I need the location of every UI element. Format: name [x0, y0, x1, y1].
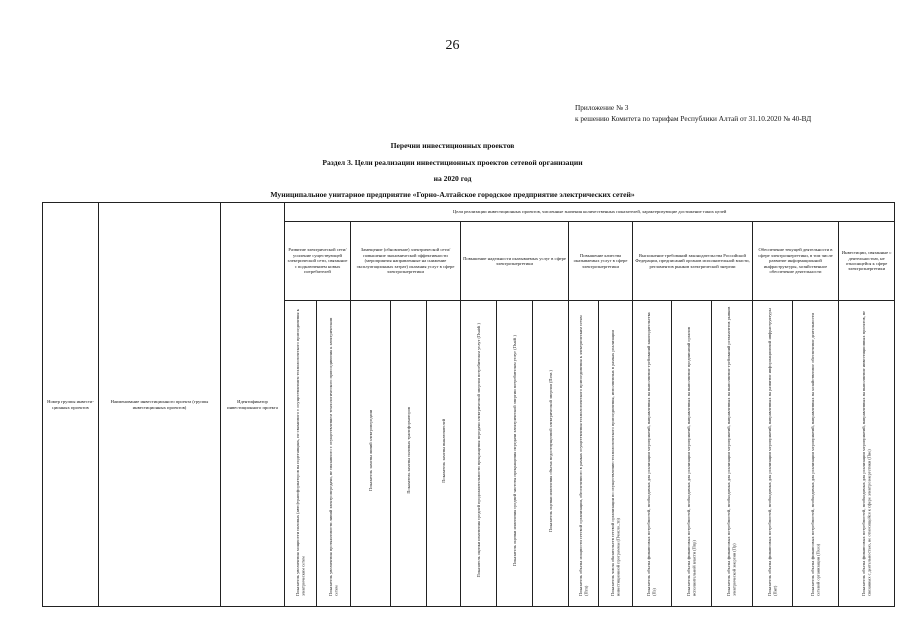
group-current-activity: Обеспечение текущей деятельности в сфере электроэнергетики, в том числе развитие информационной инфраструктуры, хозяйственное обеспечение деятельности [753, 222, 839, 300]
group-quality: Повышение качества оказываемых услуг в сфере электроэнергетики [569, 222, 633, 300]
appendix-title: Приложение № 3 [575, 103, 629, 112]
header-project-name: Наименование инвестиционного проекта (группы инвестиционных проектов) [99, 203, 221, 607]
investment-goals-table [42, 202, 895, 607]
indicator-line-replacement: Показатель замены линий электропередачи [351, 300, 391, 606]
indicator-legislation: Показатель объема финансовых потребностей, необходимых для реализации мероприятий, направленных на выполнение требований законодательства (Пз) [633, 300, 672, 606]
document-title: Перечни инвестиционных проектов [390, 141, 515, 150]
group-legal-requirements: Выполнение требований законодательства Российской Федерации, предписаний органов исполнительной власти, регламентов рынков электрической энергии [633, 222, 753, 300]
header-project-id: Идентификатор инвестиционного проекта [221, 203, 285, 607]
indicator-transformer-capacity: Показатель увеличения мощности силовых (авто)трансформаторов на подстанциях, не связанного с осуществлением технологического присоединения к электрическим сетям [285, 300, 317, 606]
indicator-line-length: Показатель увеличения протяженности линий электропередачи, не связанного с осуществлением технологического присоединения к электрическим сетям [317, 300, 351, 606]
group-non-energy: Инвестиции, связанные с деятельностью, не относящейся к сфере электроэнергетики [839, 222, 895, 300]
appendix-reference [575, 102, 811, 124]
indicator-connection-capacity: Показатель объема мощности сетевой организации, обеспеченного в рамках осуществления технологического присоединения к электрическим сетям (Птп) [569, 300, 599, 606]
group-development: Развитие электрической сети/усиление существующей электрической сети, связанное с подключением новых потребителей [285, 222, 351, 300]
indicator-saifi: Показатель оценки изменения средней частоты прекращения передачи электрической энергии потребителям услуг (Пsaifi ) [497, 300, 533, 606]
indicator-connection-count: Показатель числа обязательств сетевой организации по осуществлению технологического присоединения, исполненных в рамках реализации инвестиционной программы (Пчисло_тп) [599, 300, 633, 606]
header-goals-super: Цели реализации инвестиционных проектов, численные значения количественных показателей, характеризующие достижение таких целей [285, 203, 895, 222]
indicator-market-regulations: Показатель объема финансовых потребностей, необходимых для реализации мероприятий, направленных на выполнение требований регламентов рынков электрической энергии (Пр) [712, 300, 753, 606]
indicator-transformer-replacement: Показатель замены силовых трансформаторов [391, 300, 427, 606]
header-group-number: Номер группы инвести-ционных проектов [43, 203, 99, 607]
indicator-switch-replacement: Показатель замены выключателей [427, 300, 461, 606]
organization-title: Муниципальное унитарное предприятие «Горно-Алтайское городское предприятие электрических сетей» [270, 190, 635, 199]
indicator-saidi: Показатель оценки изменения средней продолжительности прекращения передачи электрической энергии потребителям услуг (Пsaidi ) [461, 300, 497, 606]
indicator-prescriptions: Показатель объема финансовых потребностей, необходимых для реализации мероприятий, направленных на выполнение предписаний органов исполнительной власти (Ппр) [672, 300, 712, 606]
page-number: 26 [445, 38, 460, 53]
indicator-non-energy: Показатель объема финансовых потребностей, необходимых для реализации мероприятий, направленных на выполнение инвестиционных проектов, не связанных с деятельностью, не относящейся к сфере электроэнергетики (Пне) [839, 300, 895, 606]
indicator-it-infrastructure: Показатель объема финансовых потребностей, необходимых для реализации мероприятий, направленных на развитие информационной инфраструктуры (Пит) [753, 300, 793, 606]
group-replacement: Замещение (обновление) электрической сети/повышение экономической эффективности (мероприятия направленные на снижение эксплуатационных затрат) оказания услуг в сфере электроэнергетики [351, 222, 461, 300]
group-reliability: Повышение надежности оказываемых услуг в сфере электроэнергетики [461, 222, 569, 300]
section-title: Раздел 3. Цели реализации инвестиционных проектов сетевой организации [322, 158, 583, 167]
indicator-economic-support: Показатель объема финансовых потребностей, необходимых для реализации мероприятий, направленных на хозяйственное обеспечение деятельности сетевой организации (Пхоз) [793, 300, 839, 606]
year-title: на 2020 год [433, 174, 472, 183]
indicator-ens: Показатель оценки изменения объема недоотпущенной электрической энергии (Пens ) [533, 300, 569, 606]
appendix-decision: к решению Комитета по тарифам Республики Алтай от 31.10.2020 № 40-ВД [575, 114, 812, 123]
